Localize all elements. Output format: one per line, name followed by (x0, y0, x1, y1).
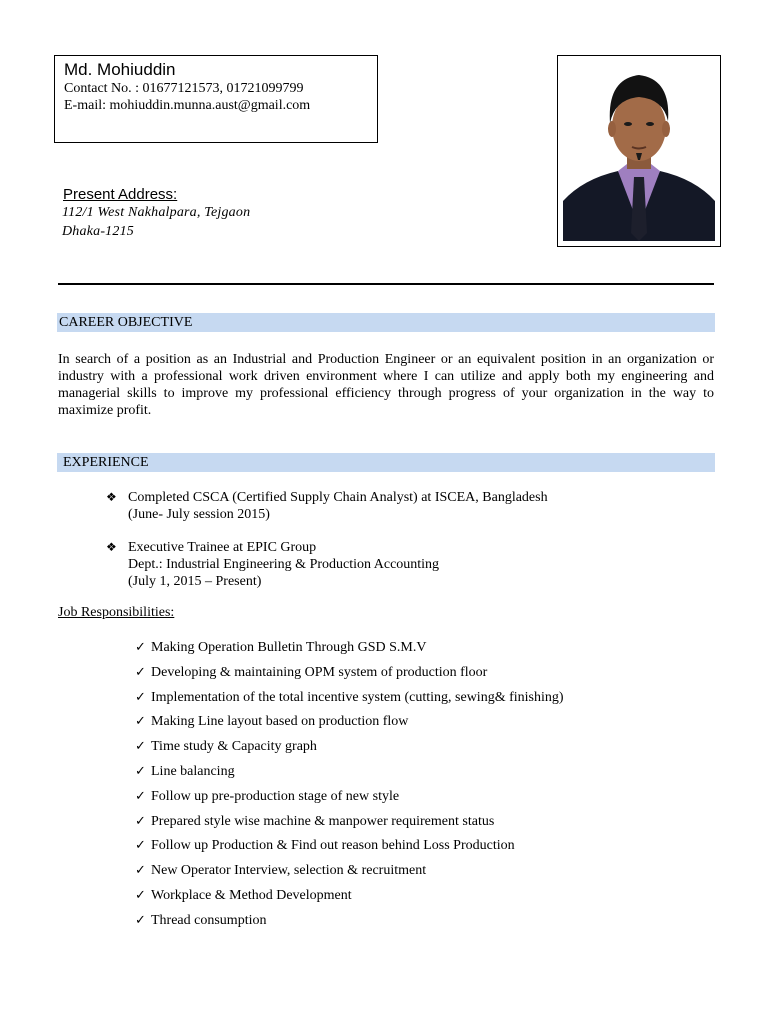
list-item: ✓ New Operator Interview, selection & recruitment (135, 862, 427, 879)
checkmark-icon: ✓ (135, 862, 146, 878)
checkmark-icon: ✓ (135, 837, 146, 853)
experience-item-period: (June- July session 2015) (128, 507, 270, 522)
experience-item-title: Completed CSCA (Certified Supply Chain Analyst) at ISCEA, Bangladesh (128, 490, 548, 505)
checkmark-icon: ✓ (135, 639, 146, 654)
experience-item-epic (106, 539, 439, 590)
list-item: ✓ Implementation of the total incentive system (cutting, sewing& finishing) (135, 688, 564, 705)
checkmark-icon: ✓ (135, 812, 146, 828)
checkmark-icon: ✓ (135, 787, 146, 803)
list-item: ✓ Prepared style wise machine & manpower requirement status (135, 812, 495, 829)
contact-box (54, 55, 378, 143)
experience-item-title: Executive Trainee at EPIC Group (128, 540, 317, 555)
checkmark-icon: ✓ (135, 911, 146, 927)
list-item: ✓ Follow up Production & Find out reason behind Loss Production (135, 837, 515, 854)
profile-photo-frame (557, 55, 721, 247)
candidate-name: Md. Mohiuddin (64, 60, 176, 79)
list-item: ✓ Workplace & Method Development (135, 886, 352, 903)
diamond-bullet-icon: ❖ (106, 490, 117, 504)
present-address-heading: Present Address: (63, 186, 178, 203)
experience-item-period: (July 1, 2015 – Present) (128, 574, 262, 589)
email-address: E-mail: mohiuddin.munna.aust@gmail.com (64, 98, 311, 113)
list-item: ✓ Follow up pre-production stage of new style (135, 787, 400, 804)
checkmark-icon: ✓ (135, 886, 146, 902)
horizontal-divider (58, 283, 714, 285)
checkmark-icon: ✓ (135, 738, 146, 754)
checkmark-icon: ✓ (135, 713, 146, 729)
list-item: ✓ Line balancing (135, 762, 235, 779)
list-item: ✓ Time study & Capacity graph (135, 738, 317, 755)
checkmark-icon: ✓ (135, 762, 146, 778)
experience-item-csca (106, 489, 548, 523)
profile-photo (563, 61, 715, 241)
address-line-2: Dhaka-1215 (62, 224, 134, 239)
list-item: ✓ Thread consumption (135, 911, 267, 928)
address-line-1: 112/1 West Nakhalpara, Tejgaon (62, 205, 251, 220)
career-objective-text: In search of a position as an Industrial and Production Engineer or an equivalent position in an organization or industry with a professional work driven environment where I can utilize and apply both my engineering and managerial skills to improve my professional efficiency through progress of your organization in the way to maximize profit. (58, 352, 714, 418)
checkmark-icon: ✓ (135, 688, 146, 704)
career-objective-heading: CAREER OBJECTIVE (57, 313, 715, 332)
list-item: ✓ Developing & maintaining OPM system of production floor (135, 663, 488, 680)
experience-item-department: Dept.: Industrial Engineering & Production Accounting (128, 557, 440, 572)
experience-heading: EXPERIENCE (57, 453, 715, 472)
contact-number: Contact No. : 01677121573, 01721099799 (64, 81, 304, 96)
diamond-bullet-icon: ❖ (106, 540, 117, 554)
checkmark-icon: ✓ (135, 663, 146, 679)
responsibilities-list (135, 637, 564, 935)
list-item: ✓ Making Operation Bulletin Through GSD S.M.V (135, 639, 427, 655)
job-responsibilities-heading: Job Responsibilities: (58, 605, 175, 620)
list-item: ✓ Making Line layout based on production flow (135, 713, 409, 730)
